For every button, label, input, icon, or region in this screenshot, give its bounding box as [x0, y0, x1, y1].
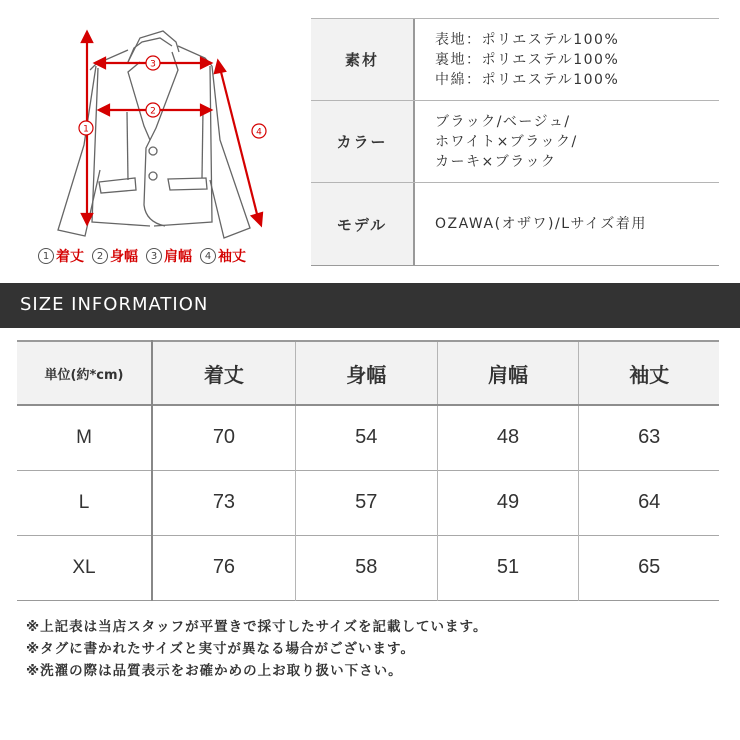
spec-table	[311, 18, 719, 266]
legend-item-length	[38, 246, 84, 266]
spec-value	[415, 101, 719, 182]
size-notes	[26, 616, 487, 682]
legend-label: 肩幅	[164, 249, 192, 265]
spec-value	[415, 19, 719, 100]
size-information-banner	[0, 283, 740, 328]
table-cell: 51	[437, 535, 579, 600]
spec-key: モデル	[311, 183, 415, 265]
spec-line: 裏地：ポリエステル100%	[435, 51, 620, 68]
spec-line: カーキ×ブラック	[435, 153, 557, 170]
jacket-illustration	[0, 0, 300, 250]
column-header-length: 着丈	[152, 341, 295, 405]
size-table	[17, 340, 719, 601]
spec-line: ホワイト×ブラック/	[435, 133, 578, 150]
size-table-header	[17, 341, 719, 405]
spec-line: OZAWA(オザワ)/Lサイズ着用	[435, 216, 647, 232]
marker-2: 2	[150, 106, 156, 117]
table-row	[17, 535, 719, 600]
column-header-sleeve: 袖丈	[579, 341, 719, 405]
legend-number: 2	[92, 248, 108, 264]
legend-label: 袖丈	[218, 249, 246, 265]
table-cell: 63	[579, 405, 719, 470]
size-label: XL	[17, 535, 152, 600]
table-cell: 65	[579, 535, 719, 600]
spec-line: ブラック/ベージュ/	[435, 113, 571, 130]
spec-line: 中綿：ポリエステル100%	[435, 71, 620, 88]
legend-label: 身幅	[110, 249, 138, 265]
spec-row-color	[311, 101, 719, 183]
table-cell: 64	[579, 470, 719, 535]
legend-item-sleeve	[200, 246, 246, 266]
note-line: ※タグに書かれたサイズと実寸が異なる場合がございます。	[26, 641, 415, 657]
table-cell: 48	[437, 405, 579, 470]
legend-item-shoulder	[146, 246, 192, 266]
banner-title: SIZE INFORMATION	[20, 294, 209, 315]
legend-item-chest	[92, 246, 138, 266]
spec-row-model	[311, 183, 719, 266]
spec-value	[415, 183, 719, 265]
legend-label: 着丈	[56, 249, 84, 265]
spec-row-material	[311, 19, 719, 101]
size-label: L	[17, 470, 152, 535]
measurement-legend	[38, 246, 246, 266]
legend-number: 3	[146, 248, 162, 264]
legend-number: 1	[38, 248, 54, 264]
column-header-shoulder: 肩幅	[437, 341, 579, 405]
size-label: M	[17, 405, 152, 470]
table-cell: 73	[152, 470, 295, 535]
column-header-chest: 身幅	[295, 341, 437, 405]
note-line: ※洗濯の際は品質表示をお確かめの上お取り扱い下さい。	[26, 663, 403, 679]
table-cell: 70	[152, 405, 295, 470]
spec-key: カラー	[311, 101, 415, 182]
jacket-measurement-diagram	[0, 0, 300, 280]
table-row	[17, 470, 719, 535]
table-cell: 58	[295, 535, 437, 600]
table-cell: 57	[295, 470, 437, 535]
table-cell: 76	[152, 535, 295, 600]
unit-header: 単位(約*cm)	[17, 341, 152, 405]
spec-key: 素材	[311, 19, 415, 100]
marker-3: 3	[150, 59, 156, 70]
table-cell: 49	[437, 470, 579, 535]
marker-4: 4	[256, 127, 262, 138]
legend-number: 4	[200, 248, 216, 264]
marker-1: 1	[83, 124, 89, 135]
table-cell: 54	[295, 405, 437, 470]
table-row	[17, 405, 719, 470]
spec-line: 表地：ポリエステル100%	[435, 31, 620, 48]
note-line: ※上記表は当店スタッフが平置きで採寸したサイズを記載しています。	[26, 619, 488, 635]
